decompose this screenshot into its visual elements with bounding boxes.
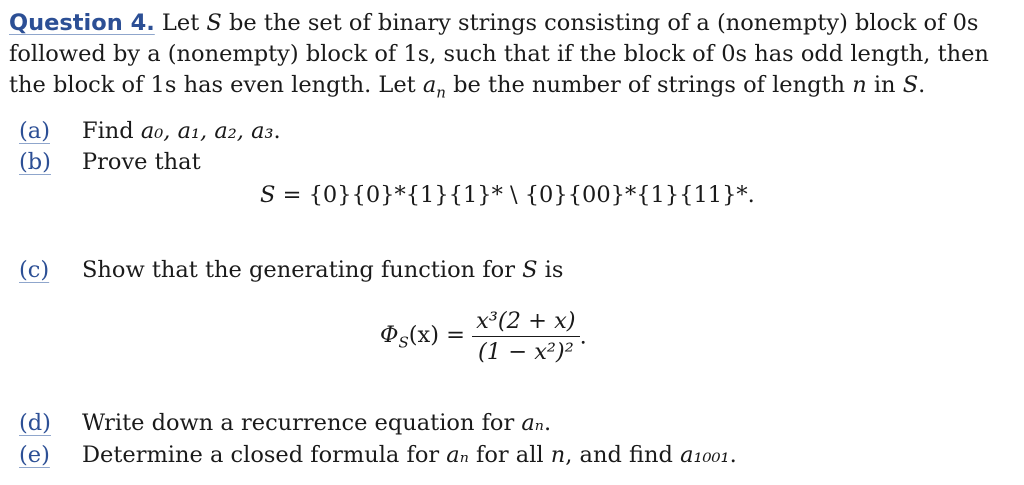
part-e-tag[interactable]: (e) <box>19 442 50 468</box>
part-e <box>19 440 737 471</box>
part-a-text: Find a₀, a₁, a₂, a₃. <box>82 118 281 144</box>
equation-b: S = {0}{0}*{1}{1}* \ {0}{00}*{1}{11}*. <box>260 182 755 208</box>
part-b-tag[interactable]: (b) <box>19 149 51 175</box>
intro-text-2: be the set of binary strings consisting of a (nonempty) block of 0s followed by a (nonempty) block of 1s, such that if the block of 0s has odd length, then the block of 1s has even length. Let <box>9 10 989 98</box>
part-b <box>19 147 201 178</box>
equation-c: $\Phi_S(x)$ = $\frac{\text{x³(2 + x)}}{\text{(1 − x²)²}}$ . <box>380 308 587 365</box>
intro-text-4: in <box>866 72 903 98</box>
gen-fn-numerator: x³(2 + x) <box>472 308 579 337</box>
gen-fn-fraction <box>472 308 579 365</box>
part-c <box>19 255 563 286</box>
question-heading: Question 4. <box>9 10 155 36</box>
part-d <box>19 408 551 439</box>
part-e-text: Determine a closed formula for aₙ for all n, and find a₁₀₀₁. <box>82 442 737 468</box>
intro-text-5: . <box>918 72 926 98</box>
intro-text-3: be the number of strings of length <box>445 72 853 98</box>
set-symbol-2: S <box>902 72 919 98</box>
length-symbol: n <box>852 72 867 98</box>
set-symbol: S <box>206 10 222 36</box>
part-a-tag[interactable]: (a) <box>19 118 50 144</box>
part-a <box>19 116 281 147</box>
part-c-text: Show that the generating function for S is <box>82 257 564 283</box>
question-intro <box>9 8 1015 109</box>
part-d-tag[interactable]: (d) <box>19 410 51 436</box>
part-c-tag[interactable]: (c) <box>19 257 50 283</box>
sequence-symbol: $a_n$ <box>422 72 446 102</box>
gen-fn-lhs: $\Phi_S(x)$ = <box>380 321 465 352</box>
intro-text-1: Let <box>154 10 207 36</box>
part-d-text: Write down a recurrence equation for aₙ. <box>82 410 552 436</box>
part-b-text: Prove that <box>82 149 201 175</box>
gen-fn-denominator: (1 − x²)² <box>477 339 574 365</box>
